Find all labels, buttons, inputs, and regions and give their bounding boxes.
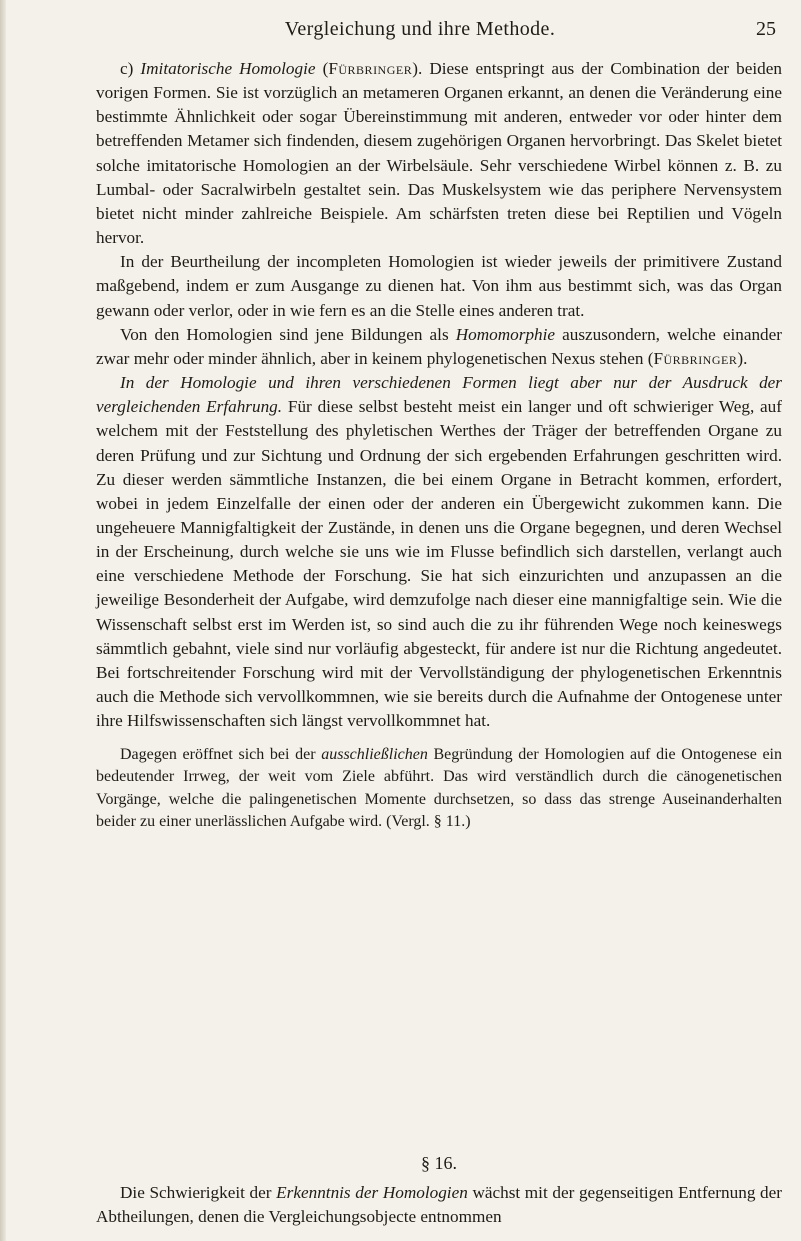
citation-open: ( [315,59,329,78]
page-edge [0,0,6,1241]
term-ausschliesslichen: ausschließlichen [321,746,428,763]
paragraph-text: Die Schwierigkeit der [120,1183,277,1202]
author-citation: Fürbringer [653,348,738,368]
term-homomorphie: Homomorphie [455,324,556,344]
paragraph-text: auszusondern, welche einander zwar mehr oder minder ähnlich, aber in keinem phylogenetischen Nexus stehen ( [96,324,782,368]
paragraph-text: wächst mit der gegenseitigen Entfernung der Abtheilungen, denen die Vergleichungsobjecte entnommen [96,1183,782,1227]
running-header [62,12,778,46]
main-text [96,57,782,733]
paragraph-methode [96,371,782,733]
paragraph-text: Dagegen eröffnet sich bei der [120,746,322,763]
paragraph-text: Von den Homologien sind jene Bildungen als [120,324,456,344]
paragraph-text: Diese entspringt aus der Combination der beiden vorigen Formen. Sie ist vorzüglich an metameren Organen erkannt, an denen die Veränderung eine bestimmte Ähnlichkeit oder sogar Übereinstimmung mit anderen, entweder vor oder hinter dem betreffenden Metamer sich findenden, diesem zugehörigen Organen hervorbringt. Das Skelet bietet solche imitatorische Homologien an der Wirbelsäule. Sehr verschiedene Wirbel können z. B. zu Lumbal- oder Sacralwirbeln gestaltet sein. Das Muskelsystem wie das periphere Nervensystem bietet nicht minder zahlreiche Beispiele. Am schärfsten treten diese bei Reptilien und Vögeln hervor. [96,59,782,248]
citation-close: ). [737,348,748,368]
paragraph-schwierigkeit [96,1181,782,1229]
emphasized-statement: In der Homologie und ihren verschiedenen Formen liegt aber nur der Ausdruck der vergleichenden Erfahrung. [96,373,782,417]
paragraph-text: Begründung der Homologien auf die Ontogenese ein bedeutender Irrweg, der weit vom Ziele abführt. Das wird verständlich durch die cänogenetischen Vorgänge, welche die palingenetischen Momente durchsetzen, so dass das strenge Auseinanderhalten beider zu einer unerlässlichen Aufgabe wird. (Vergl. § 11.) [96,746,783,831]
term-erkenntnis: Erkenntnis der Homologien [276,1183,468,1202]
paragraph-homomorphie [96,323,782,371]
running-title: Vergleichung und ihre Methode. [284,18,556,40]
list-marker: c) [120,59,141,78]
page-number: 25 [756,18,776,40]
paragraph-ontogenese [96,744,782,834]
paragraph-text: Für diese selbst besteht meist ein langer und oft schwieriger Weg, auf welchem mit der Feststellung des phyletischen Werthes der Träger der betreffenden Organe zu deren Prüfung und zur Sichtung und Ordnung der sich ergebenden Erfahrungen geschritten wird. Zu dieser werden sämmtliche Instanzen, die bei einem Organe in Betracht kommen, erfordert, wobei in jedem Einzelfalle der einen oder der anderen ein Übergewicht zukommen kann. Die ungeheuere Mannigfaltigkeit der Zustände, in denen uns die Organe begegnen, und deren Wechsel in der Erscheinung, durch welche sie uns wie im Flusse befindlich sich darstellen, verlangt auch eine verschiedene Methode der Forschung. Sie hat sich einzurichten und anzupassen an die jeweilige Besonderheit der Aufgabe, wird demzufolge nach dieser eine mannigfaltige sein. Wie die Wissenschaft selbst erst im Werden ist, so sind auch die zu ihr führenden Wege noch keineswegs sämmtlich gebahnt, viele sind nur vorläufig abgesteckt, für andere ist nur die Richtung angedeutet. Bei fortschreitender Forschung wird mit der Vervollständigung der phylogenetischen Erkenntnis auch die Methode sich vervollkommnen, wie sie bereits durch die Aufnahme der Ontogenese unter ihre Hilfswissenschaften sich längst vervollkommnet hat. [96,397,783,731]
citation-close: ). [412,59,430,78]
author-citation: Fürbringer [328,59,413,78]
section-heading: § 16. [421,1153,457,1173]
small-print-note [96,744,782,834]
term-imitatorische-homologie: Imitatorische Homologie [140,59,316,78]
paragraph-beurtheilung: In der Beurtheilung der incompleten Homologien ist wieder jeweils der primitivere Zustand maßgebend, indem er zum Ausgange zu dienen hat. Von ihm aus bestimmt sich, was das Organ gewann oder verlor, oder in wie fern es an die Stelle eines anderen trat. [96,252,782,320]
section-text [96,1181,782,1229]
paragraph-imitatorische-homologie [96,57,782,250]
